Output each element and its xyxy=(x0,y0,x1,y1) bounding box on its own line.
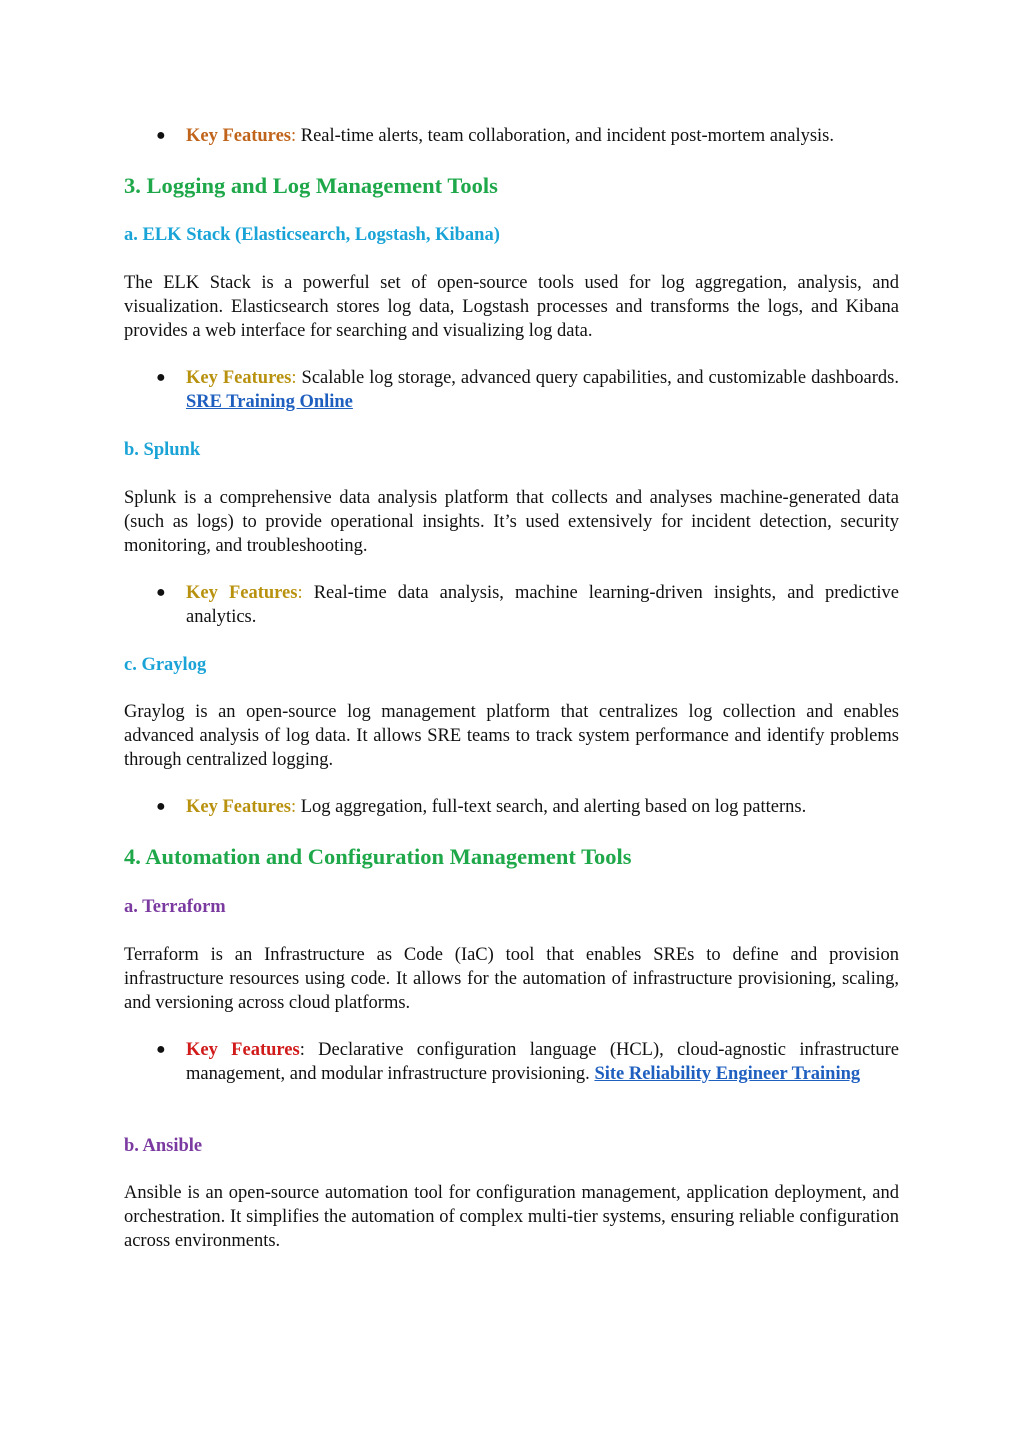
splunk-paragraph: Splunk is a comprehensive data analysis platform that collects and analyses machine-generated data (such as logs) to provide operational insights. It’s used extensively for incident detection, security monitoring, and troubleshooting. xyxy=(124,488,899,556)
splunk-heading-block xyxy=(124,438,899,462)
bullet-item xyxy=(156,366,899,414)
elk-heading-block xyxy=(124,223,899,247)
key-features-colon: : xyxy=(299,1040,305,1060)
key-features-text: Scalable log storage, advanced query capabilities, and customizable dashboards. xyxy=(296,368,899,388)
terraform-paragraph: Terraform is an Infrastructure as Code (IaC) tool that enables SREs to define and provision infrastructure resources using code. It allows for the automation of infrastructure provisioning, scaling, and versioning across cloud platforms. xyxy=(124,945,899,1013)
bullet-item xyxy=(156,581,899,629)
ansible-heading-block xyxy=(124,1134,899,1158)
bullet-dot-icon: ● xyxy=(156,369,166,386)
key-features-colon: : xyxy=(290,126,297,146)
splunk-heading: b. Splunk xyxy=(124,440,201,460)
bullet-item xyxy=(156,1038,899,1086)
section-3-heading: 3. Logging and Log Management Tools xyxy=(124,173,498,198)
terraform-heading-block xyxy=(124,895,899,919)
key-features-colon: : xyxy=(290,797,297,817)
graylog-paragraph: Graylog is an open-source log management platform that centralizes log collection and enables advanced analysis of log data. It allows SRE teams to track system performance and identify problems through centralized logging. xyxy=(124,702,899,770)
key-features-label: Key Features xyxy=(186,126,291,146)
key-features-label: Key Features xyxy=(186,368,292,388)
key-features-text: Declarative configuration language (HCL), cloud-agnostic infrastructure management, and modular infrastructure provisioning. xyxy=(186,1040,899,1084)
graylog-paragraph-block xyxy=(124,700,899,772)
section-4-heading-block xyxy=(124,843,899,871)
graylog-heading: c. Graylog xyxy=(124,655,207,675)
terraform-paragraph-block xyxy=(124,943,899,1015)
terraform-heading: a. Terraform xyxy=(124,897,226,917)
bullet-dot-icon: ● xyxy=(156,127,166,144)
splunk-paragraph-block xyxy=(124,486,899,558)
key-features-text: Real-time alerts, team collaboration, and incident post-mortem analysis. xyxy=(296,126,835,146)
elk-paragraph-block xyxy=(124,271,899,343)
ansible-paragraph: Ansible is an open-source automation tool for configuration management, application deployment, and orchestration. It simplifies the automation of complex multi-tier systems, ensuring reliable configuration across environments. xyxy=(124,1183,899,1251)
graylog-heading-block xyxy=(124,653,899,677)
bullet-dot-icon: ● xyxy=(156,584,166,601)
key-features-text: Log aggregation, full-text search, and alerting based on log patterns. xyxy=(296,797,807,817)
key-features-colon: : xyxy=(297,583,303,603)
ansible-paragraph-block xyxy=(124,1181,899,1253)
sre-training-online-link[interactable]: SRE Training Online xyxy=(186,392,353,412)
section-4-heading: 4. Automation and Configuration Management Tools xyxy=(124,844,632,869)
ansible-heading: b. Ansible xyxy=(124,1136,203,1156)
bullet-item xyxy=(156,124,899,148)
section-3-heading-block xyxy=(124,172,899,200)
site-reliability-engineer-training-link[interactable]: Site Reliability Engineer Training xyxy=(594,1064,861,1084)
bullet-dot-icon: ● xyxy=(156,798,166,815)
key-features-label: Key Features xyxy=(186,797,291,817)
bullet-dot-icon: ● xyxy=(156,1041,166,1058)
bullet-item xyxy=(156,795,899,819)
elk-paragraph: The ELK Stack is a powerful set of open-source tools used for log aggregation, analysis, and visualization. Elasticsearch stores log data, Logstash processes and transforms the logs, and Kibana provides a web interface for searching and visualizing log data. xyxy=(124,273,899,341)
key-features-text: Real-time data analysis, machine learning-driven insights, and predictive analytics. xyxy=(186,583,899,627)
key-features-label: Key Features xyxy=(186,583,298,603)
key-features-colon: : xyxy=(291,368,297,388)
key-features-label: Key Features xyxy=(186,1040,300,1060)
elk-heading: a. ELK Stack (Elasticsearch, Logstash, Kibana) xyxy=(124,225,500,245)
